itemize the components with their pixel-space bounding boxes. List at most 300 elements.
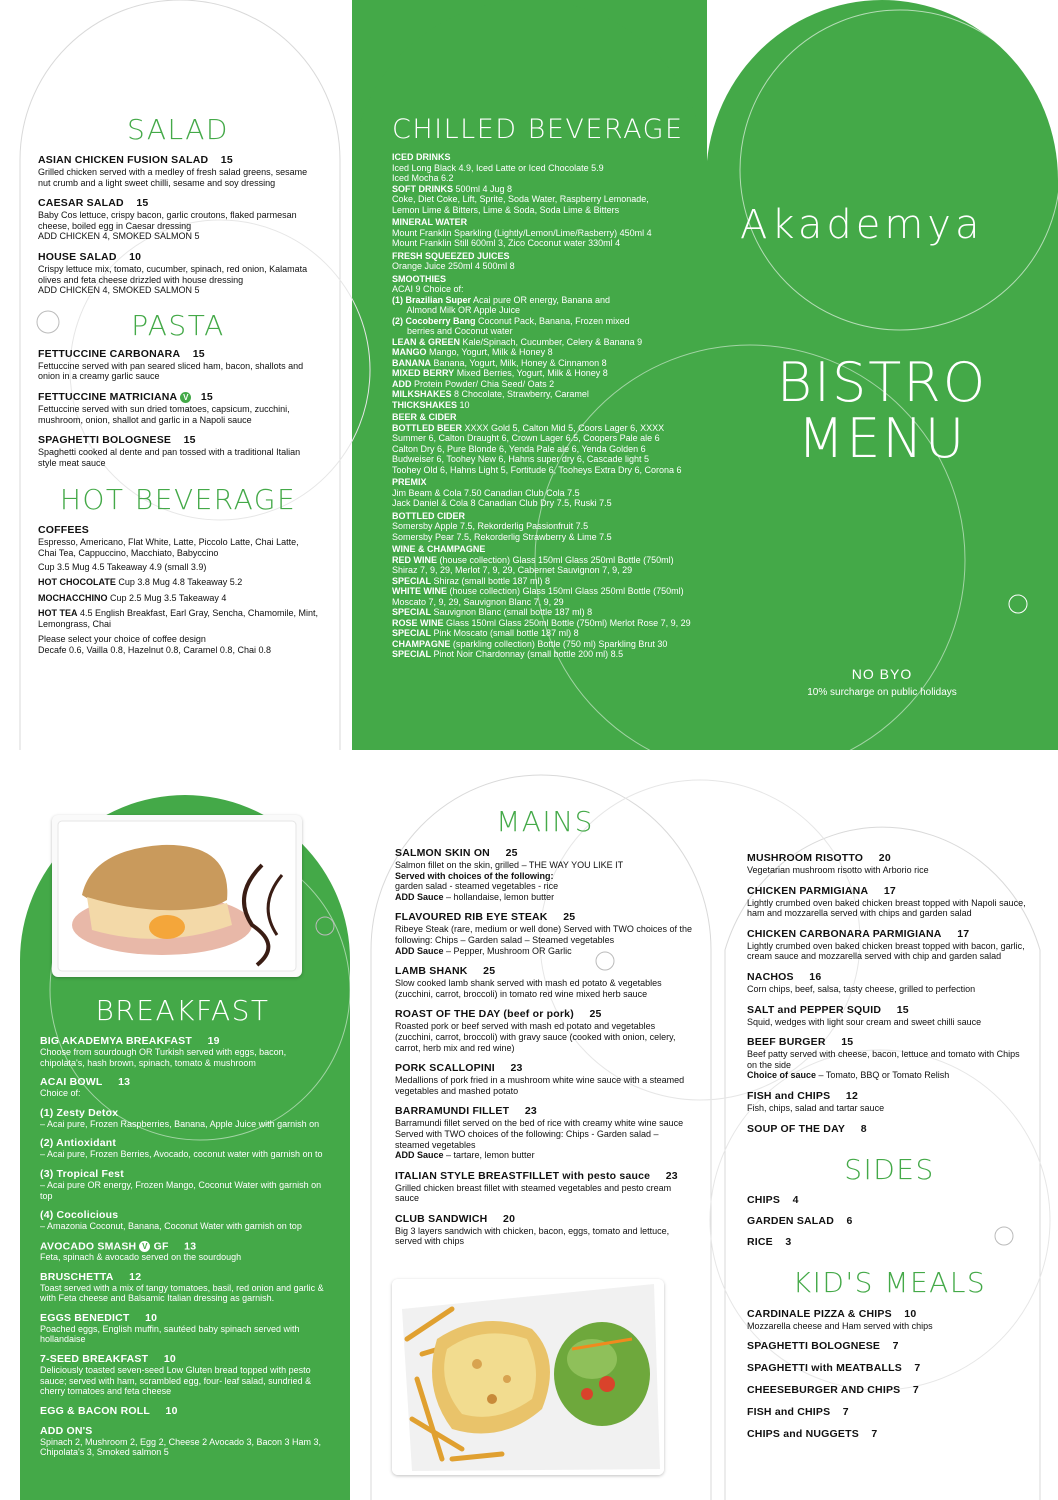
chilled-row xyxy=(392,379,692,390)
item-name: (1) Zesty Detox xyxy=(40,1106,119,1119)
row-text: Toohey Old 6, Hahns Light 5, Fortitude 6, Tooheys Extra Dry 6, Corona 6 xyxy=(392,464,682,475)
item-desc: Grilled chicken served with a medley of fresh salad greens, sesame nut crumb and a light sweet chilli, sesame and soy dressing xyxy=(38,167,308,188)
chilled-row xyxy=(392,607,692,618)
row-label: BANANA xyxy=(392,357,431,368)
item-desc: Slow cooked lamb shank served with mash ed potato & vegetables (zucchini, carrot, broccoli) in tomato red wine mixed herb sauce xyxy=(395,978,662,999)
coffee-extras: Decafe 0.6, Vailla 0.8, Hazelnut 0.8, Caramel 0.8, Chai 0.8 xyxy=(38,645,271,656)
chilled-row xyxy=(392,454,692,465)
item-title xyxy=(747,1090,1032,1103)
chilled-row xyxy=(392,586,692,597)
item-price: 17 xyxy=(957,927,970,940)
design-note: Please select your choice of coffee design xyxy=(38,634,206,645)
row-text: Moscato 7, 9, 29, Sauvignon Blanc 7, 9, 29 xyxy=(392,596,564,607)
row-text: Mount Franklin Sparkling (Lightly/Lemon/Lime/Rasberry) 450ml 4 xyxy=(392,227,652,238)
chilled-row xyxy=(392,316,692,327)
item-title xyxy=(747,1123,1032,1136)
row-label: LEAN & GREEN xyxy=(392,336,461,347)
item-name: CHICKEN CARBONARA PARMIGIANA xyxy=(747,927,942,940)
side-item xyxy=(747,1236,1032,1249)
chilled-row xyxy=(392,565,692,576)
chilled-row xyxy=(392,618,692,629)
item-name: MUSHROOM RISOTTO xyxy=(747,852,864,864)
kids-list xyxy=(747,1308,1032,1442)
row-text: Mango, Yogurt, Milk & Honey 8 xyxy=(426,347,553,357)
bistro-title xyxy=(706,351,1058,470)
chilled-row xyxy=(392,238,692,249)
item-price: 13 xyxy=(184,1240,197,1253)
item-price: 7 xyxy=(892,1340,899,1353)
item-name: SOUP OF THE DAY xyxy=(747,1122,846,1135)
item-name: FISH and CHIPS xyxy=(747,1089,831,1102)
item-name: BEEF BURGER xyxy=(747,1036,826,1049)
item-price: 25 xyxy=(563,911,576,924)
breakfast-item xyxy=(40,1241,325,1263)
chilled-row xyxy=(392,400,692,411)
row-text: Mixed Berries, Yogurt, Milk & Honey 8 xyxy=(454,368,608,378)
item-title xyxy=(40,1406,325,1417)
chilled-row xyxy=(392,337,692,348)
item-title xyxy=(395,1213,695,1226)
item-price: 23 xyxy=(510,1062,523,1075)
item-price: 10 xyxy=(163,1353,176,1365)
item-desc: – Acai pure, Frozen Berries, Avocado, coconut water with garnish on to xyxy=(40,1149,323,1160)
item-desc: Medallions of pork fried in a mushroom white wine sauce with a steamed vegetables and mashed potato xyxy=(395,1075,685,1096)
item-name: CHEESEBURGER AND CHIPS xyxy=(747,1384,901,1397)
chilled-row xyxy=(392,597,692,608)
item-name: ROAST OF THE DAY (beef or pork) xyxy=(395,1008,574,1021)
item-name: GARDEN SALAD xyxy=(747,1214,834,1227)
row-text: Coke, Diet Coke, Lift, Sprite, Soda Water, Raspberry Lemonade, xyxy=(392,194,649,204)
item-name: CHICKEN PARMIGIANA xyxy=(747,884,869,897)
item-desc: Toast served with a mix of tangy tomatoes, basil, red onion and garlic & with Feta cheese and Balsamic Italian dressing as garnish. xyxy=(40,1282,324,1304)
item-title xyxy=(395,1062,695,1075)
main-item xyxy=(747,1036,1032,1081)
sides-list xyxy=(747,1194,1032,1249)
row-text: Banana, Yogurt, Milk, Honey & Cinnamon 8 xyxy=(431,357,607,368)
kids-item xyxy=(747,1406,1032,1419)
row-text: (house collection) Glass 150ml Glass 250ml Bottle (750ml) xyxy=(447,586,684,596)
row-label: FRESH SQUEEZED JUICES xyxy=(392,250,510,261)
kids-item xyxy=(747,1308,1032,1332)
chilled-row xyxy=(392,465,692,476)
row-text: 8 Chocolate, Strawberry, Caramel xyxy=(451,389,589,399)
item-title xyxy=(747,885,1032,898)
row-text: Jim Beam & Cola 7.50 Canadian Club Cola 7.5 xyxy=(392,487,580,498)
cover-panel xyxy=(706,0,1058,750)
item-name: LAMB SHANK xyxy=(395,965,468,978)
item-price: 7 xyxy=(842,1406,849,1419)
item-price: 23 xyxy=(524,1105,537,1118)
item-price: 7 xyxy=(871,1428,878,1441)
chilled-row xyxy=(392,639,692,650)
item-price: 10 xyxy=(904,1307,917,1320)
no-byo: NO BYO xyxy=(851,666,913,682)
row-text: Mount Franklin Still 600ml 3, Zico Coconut water 330ml 4 xyxy=(392,238,621,248)
item-name: SALT and PEPPER SQUID xyxy=(747,1003,882,1016)
item-sauce xyxy=(395,946,695,957)
item-tag: GF xyxy=(153,1240,169,1253)
row-text: (house collection) Glass 150ml Glass 250ml Bottle (750ml) xyxy=(437,554,674,565)
mains-heading: MAINS xyxy=(496,805,594,838)
item-name: CAESAR SALAD xyxy=(38,197,124,210)
salad-item xyxy=(38,154,318,188)
breakfast-heading: BREAKFAST xyxy=(95,994,270,1027)
item-price: 15 xyxy=(220,154,233,166)
item-desc: Ribeye Steak (rare, medium or well done) Served with TWO choices of the following: Chips – Garden salad – Steamed vegetables xyxy=(395,924,692,945)
sauce-label: ADD Sauce xyxy=(395,891,444,902)
row-text: Sauvignon Blanc (small bottle 187 ml) 8 xyxy=(431,607,593,617)
item-desc: Roasted pork or beef served with mash ed potato and vegetables (zucchini, carrot, broccoli) with gravy sauce (cooked with onion, celery, carrot, herb mix and red wine) xyxy=(395,1021,676,1053)
item-price: 15 xyxy=(136,197,149,210)
item-name: ACAI BOWL xyxy=(40,1076,103,1089)
row-label: PREMIX xyxy=(392,477,427,487)
item-title xyxy=(747,1036,1032,1049)
chilled-row xyxy=(392,488,692,499)
chilled-row xyxy=(392,423,692,434)
item-sauce xyxy=(747,1070,1032,1081)
row-text: 10 xyxy=(457,399,470,410)
breakfast-item xyxy=(40,1138,325,1160)
item-price: 6 xyxy=(846,1214,853,1227)
item-title xyxy=(747,928,1032,941)
item-price: 15 xyxy=(192,347,205,360)
mains-item xyxy=(395,1170,695,1204)
mains-item xyxy=(395,1105,695,1160)
chilled-row xyxy=(392,194,692,205)
coffees-price: Cup 3.5 Mug 4.5 Takeaway 4.9 (small 3.9) xyxy=(38,561,207,572)
chilled-row xyxy=(392,305,692,316)
item-title xyxy=(747,1308,1032,1321)
item-title xyxy=(40,1210,325,1221)
main-item xyxy=(747,885,1032,919)
row-label: ROSE WINE xyxy=(392,617,444,628)
item-name: ITALIAN STYLE BREASTFILLET with pesto sauce xyxy=(395,1169,651,1182)
sauce-label: ADD Sauce xyxy=(395,945,444,956)
row-text: Lemon Lime & Bitters, Lime & Soda, Soda Lime & Bitters xyxy=(392,204,620,215)
mains-item xyxy=(395,1213,695,1247)
item-title xyxy=(747,1004,1032,1017)
breakfast-item xyxy=(40,1406,325,1417)
row-text: Pinot Noir Chardonnay (small bottle 200 ml) 8.5 xyxy=(431,649,624,659)
item-name: CLUB SANDWICH xyxy=(395,1212,488,1225)
row-text: Budweiser 6, Toohey New 6, Hahns super dry 6, Cascade light 5 xyxy=(392,454,649,464)
sauce-label: ADD Sauce xyxy=(395,1150,444,1161)
item-name: CARDINALE PIZZA & CHIPS xyxy=(747,1307,892,1320)
chilled-row xyxy=(392,412,692,423)
item-title xyxy=(40,1313,325,1324)
sauce-text: – hollandaise, lemon butter xyxy=(443,891,555,902)
item-name: ASIAN CHICKEN FUSION SALAD xyxy=(38,154,209,166)
chilled-row xyxy=(392,628,692,639)
chilled-row xyxy=(392,184,692,195)
item-title xyxy=(395,1008,695,1021)
item-name: PORK SCALLOPINI xyxy=(395,1062,495,1075)
row-label: WINE & CHAMPAGNE xyxy=(392,544,486,554)
item-price: 8 xyxy=(860,1122,867,1135)
row-label: BEER & CIDER xyxy=(392,412,457,422)
item-title xyxy=(747,1362,1032,1375)
item-desc: Deliciously toasted seven-seed Low Gluten bread topped with pesto sauce; served with ham, scrambled egg, four- leaf salad, sundried & cherry tomatoes and feta cheese xyxy=(40,1365,312,1397)
main-item xyxy=(747,852,1032,876)
item-title xyxy=(40,1036,325,1047)
chilled-row xyxy=(392,251,692,262)
breakfast-photo xyxy=(52,815,302,977)
row-text: ACAI 9 Choice of: xyxy=(392,284,464,294)
hot-chocolate xyxy=(38,577,318,588)
chilled-row xyxy=(392,511,692,522)
item-desc: Squid, wedges with light sour cream and sweet chilli sauce xyxy=(747,1016,982,1027)
chilled-row xyxy=(392,261,692,272)
item-price: 3 xyxy=(785,1235,792,1248)
menu-page-inside xyxy=(0,750,1058,1500)
title-line: MENU xyxy=(797,407,967,470)
main-item xyxy=(747,1090,1032,1114)
pasta-item xyxy=(38,348,318,382)
row-text: (sparkling collection) Bottle (750 ml) Sparkling Brut 30 xyxy=(450,638,668,649)
salad-item xyxy=(38,251,318,296)
salad-heading: SALAD xyxy=(127,113,229,146)
chilled-row xyxy=(392,274,692,285)
item-desc: Choose from sourdough OR Turkish served with eggs, bacon, chipolata's, hash brown, spinach, tomato & mushroom xyxy=(40,1047,287,1068)
row-text: Iced Mocha 6.2 xyxy=(392,173,454,183)
item-desc: Grilled chicken breast fillet with steamed vegetables and pesto cream sauce xyxy=(395,1182,672,1204)
item-desc: Barramundi fillet served on the bed of rice with creamy white wine sauce Served with TWO choices of the following: Chips - Garden salad – steamed vegetables xyxy=(395,1118,684,1150)
item-price: 15 xyxy=(841,1036,854,1049)
row-label: RED WINE xyxy=(392,554,437,565)
main-item xyxy=(747,928,1032,962)
item-desc: Lightly crumbed oven baked chicken breast topped with bacon, garlic, cream sauce and mozzarella served with chip and garden salad xyxy=(747,940,1025,962)
sauce-label: Choice of sauce xyxy=(747,1070,817,1081)
row-text: XXXX Gold 5, Calton Mid 5, Coors Lager 6, XXXX xyxy=(462,422,665,433)
item-name: FETTUCCINE MATRICIANA xyxy=(38,390,178,403)
breakfast-item xyxy=(40,1169,325,1201)
item-desc: – Acai pure, Frozen Raspberries, Banana, Apple Juice with garnish on xyxy=(40,1118,320,1129)
chilled-row xyxy=(392,295,692,306)
kids-item xyxy=(747,1384,1032,1397)
item-name: RICE xyxy=(747,1235,773,1248)
mains-column xyxy=(395,806,695,1247)
breakfast-item xyxy=(40,1313,325,1345)
chilled-row xyxy=(392,498,692,509)
sauce-text: – Tomato, BBQ or Tomato Relish xyxy=(816,1070,950,1081)
item-title xyxy=(40,1426,325,1437)
chilled-row xyxy=(392,544,692,555)
brand-name: Akademya xyxy=(740,202,984,248)
mochacchino xyxy=(38,593,318,604)
kids-item xyxy=(747,1340,1032,1353)
item-title xyxy=(40,1108,325,1119)
item-price: 17 xyxy=(883,884,896,897)
chilled-row xyxy=(392,444,692,455)
item-name: AVOCADO SMASH xyxy=(40,1240,137,1253)
row-text: Protein Powder/ Chia Seed/ Oats 2 xyxy=(411,378,555,389)
salad-item xyxy=(38,197,318,242)
item-title xyxy=(395,847,695,860)
row-label: SPECIAL xyxy=(392,607,432,617)
breakfast-list xyxy=(40,1036,325,1458)
row-label: THICKSHAKES xyxy=(392,399,458,410)
row-text: berries and Coconut water xyxy=(392,326,513,336)
chilled-row xyxy=(392,347,692,358)
item-desc: Spinach 2, Mushroom 2, Egg 2, Cheese 2 Avocado 3, Bacon 3 Ham 3, Chipolata's 3, Smoked salmon 5 xyxy=(40,1436,322,1458)
mains-item xyxy=(395,911,695,956)
item-title xyxy=(747,1428,1032,1441)
row-label: CHAMPAGNE xyxy=(392,638,451,649)
item-title xyxy=(747,1340,1032,1353)
main-item xyxy=(747,1123,1032,1136)
item-desc: Vegetarian mushroom risotto with Arborio rice xyxy=(747,865,929,875)
item-price: Cup 3.8 Mug 4.8 Takeaway 5.2 xyxy=(118,577,243,588)
item-name: HOT TEA xyxy=(38,608,78,619)
item-name: HOT CHOCOLATE xyxy=(38,577,116,588)
chilled-row xyxy=(392,532,692,543)
item-name: CHIPS and NUGGETS xyxy=(747,1428,859,1441)
chilled-heading: CHILLED BEVERAGE xyxy=(392,114,684,145)
surcharge-note: 10% surcharge on public holidays xyxy=(807,687,957,698)
hot-beverage-heading: HOT BEVERAGE xyxy=(59,483,297,517)
item-desc: Baby Cos lettuce, crispy bacon, garlic croutons, flaked parmesan cheese, boiled egg in Caesar dressing xyxy=(38,210,297,231)
row-text: Somersby Pear 7.5, Rekorderlig Strawberry & Lime 7.5 xyxy=(392,531,612,542)
hot-tea xyxy=(38,608,318,629)
chilled-row xyxy=(392,576,692,587)
item-name: SPAGHETTI BOLOGNESE xyxy=(747,1340,881,1353)
item-desc: garden salad - steamed vegetables - rice xyxy=(395,881,559,892)
item-title xyxy=(40,1169,325,1180)
chilled-list xyxy=(392,152,692,660)
item-price: 12 xyxy=(129,1270,142,1283)
item-name: MOCHACCHINO xyxy=(38,592,108,603)
breakfast-column xyxy=(40,995,325,1458)
right-list xyxy=(747,852,1032,1136)
row-label: SPECIAL xyxy=(392,628,432,638)
item-desc: Fettuccine served with sun dried tomatoes, capsicum, zucchini, mushroom, onion, shallot and garlic in a Napoli sauce xyxy=(38,403,290,425)
sides-heading: SIDES xyxy=(844,1152,935,1186)
row-label: MANGO xyxy=(392,347,427,357)
row-label: BOTTLED BEER xyxy=(392,422,463,433)
chilled-row xyxy=(392,389,692,400)
chilled-row xyxy=(392,217,692,228)
item-price: 23 xyxy=(665,1169,678,1182)
sandwich-image xyxy=(52,815,302,977)
item-price: 12 xyxy=(845,1089,858,1102)
row-text: Calton Dry 6, Pure Blonde 6, Yenda Pale ale 6, Yenda Golden 6 xyxy=(392,443,646,454)
chilled-row xyxy=(392,284,692,295)
item-name: EGGS BENEDICT xyxy=(40,1311,130,1324)
row-text: Acai pure OR energy, Banana and xyxy=(471,294,610,305)
chilled-row xyxy=(392,358,692,369)
row-label: MINERAL WATER xyxy=(392,217,468,227)
item-name: FETTUCCINE CARBONARA xyxy=(38,347,181,360)
chilled-row xyxy=(392,649,692,660)
item-title xyxy=(40,1272,325,1283)
row-label: (2) Cocoberry Bang xyxy=(392,315,476,326)
item-title xyxy=(40,1241,325,1252)
item-desc: Fish, chips, salad and tartar sauce xyxy=(747,1102,885,1113)
row-text: Summer 6, Calton Draught 6, Crown Lager 6.5, Coopers Pale ale 6 xyxy=(392,433,660,443)
item-price: Cup 2.5 Mug 3.5 Takeaway 4 xyxy=(110,592,227,603)
item-title xyxy=(747,852,1032,865)
mains-item xyxy=(395,965,695,999)
item-name: ADD ON'S xyxy=(40,1424,93,1437)
item-name: HOUSE SALAD xyxy=(38,250,117,263)
item-title xyxy=(395,1170,695,1183)
item-price: 19 xyxy=(207,1035,220,1047)
side-item xyxy=(747,1194,1032,1207)
breakfast-item xyxy=(40,1426,325,1458)
row-text: Kale/Spinach, Cucumber, Celery & Banana 9 xyxy=(460,336,643,347)
item-title xyxy=(747,1406,1032,1419)
item-desc: Crispy lettuce mix, tomato, cucumber, spinach, red onion, Kalamata olives and feta cheese drizzled with house dressing xyxy=(38,263,308,285)
item-price: 16 xyxy=(809,970,822,983)
coffees xyxy=(38,524,318,572)
item-price: 10 xyxy=(129,250,142,263)
item-desc: – Amazonia Coconut, Banana, Coconut Water with garnish on top xyxy=(40,1221,302,1232)
pasta-heading: PASTA xyxy=(131,308,225,342)
item-desc: 4.5 English Breakfast, Earl Gray, Sencha, Chamomile, Mint, Lemongrass, Chai xyxy=(38,608,318,629)
item-name: BRUSCHETTA xyxy=(40,1270,114,1283)
pasta-item xyxy=(38,391,318,425)
row-text: Iced Long Black 4.9, Iced Latte or Iced Chocolate 5.9 xyxy=(392,162,604,173)
item-desc: Choice of: xyxy=(40,1088,81,1099)
breakfast-item xyxy=(40,1077,325,1099)
item-desc: Beef patty served with cheese, bacon, lettuce and tomato with Chips on the side xyxy=(747,1049,1020,1070)
item-name: BARRAMUNDI FILLET xyxy=(395,1105,510,1118)
vegetarian-icon: V xyxy=(139,1241,150,1252)
item-title xyxy=(747,971,1032,984)
item-price: 25 xyxy=(483,965,496,978)
item-sauce xyxy=(395,892,695,903)
item-title xyxy=(395,1105,695,1118)
item-title xyxy=(395,911,695,924)
mains-item xyxy=(395,1008,695,1053)
row-text: Shiraz (small bottle 187 ml) 8 xyxy=(431,575,551,586)
item-name: (4) Cocolicious xyxy=(40,1209,119,1222)
chilled-row xyxy=(392,368,692,379)
coffees-desc: Espresso, Americano, Flat White, Latte, Piccolo Latte, Chai Latte, Chai Tea, Cappuccino, Macchiato, Babyccino xyxy=(38,537,299,558)
row-label: (1) Brazilian Super xyxy=(392,294,472,305)
item-price: 4 xyxy=(792,1193,799,1206)
parmigiana-image xyxy=(392,1279,664,1475)
item-note: Served with choices of the following: xyxy=(395,870,554,881)
item-desc: Big 3 layers sandwich with chicken, bacon, eggs, tomato and lettuce, served with chips xyxy=(395,1225,670,1247)
row-text: Somersby Apple 7.5, Rekorderlig Passionfruit 7.5 xyxy=(392,521,589,531)
item-name: 7-SEED BREAKFAST xyxy=(40,1353,149,1365)
row-label: ICED DRINKS xyxy=(392,152,451,162)
row-label: SMOOTHIES xyxy=(392,273,447,284)
item-desc: Fettuccine served with pan seared sliced ham, bacon, shallots and onion in a creamy garlic sauce xyxy=(38,360,304,382)
item-desc: Feta, spinach & avocado served on the sourdough xyxy=(40,1252,242,1263)
row-label: SPECIAL xyxy=(392,575,432,586)
item-name: (3) Tropical Fest xyxy=(40,1167,124,1180)
item-desc: Salmon fillet on the skin, grilled – THE WAY YOU LIKE IT xyxy=(395,860,624,870)
item-price: 15 xyxy=(183,434,196,447)
sauce-text: – tartare, lemon butter xyxy=(443,1150,535,1161)
item-price: 7 xyxy=(914,1362,921,1375)
chilled-row xyxy=(392,173,692,184)
row-text: Shiraz 7, 9, 29, Merlot 7, 9, 29, Cabernet Sauvignon 7, 9, 29 xyxy=(392,565,633,575)
item-extra: ADD CHICKEN 4, SMOKED SALMON 5 xyxy=(38,285,200,296)
sauce-text: – Pepper, Mushroom OR Garlic xyxy=(443,945,572,956)
pasta-item xyxy=(38,434,318,468)
breakfast-item xyxy=(40,1272,325,1304)
item-desc: – Acai pure OR energy, Frozen Mango, Coconut Water with garnish on top xyxy=(40,1179,322,1201)
parmigiana-photo xyxy=(392,1279,664,1475)
breakfast-item xyxy=(40,1036,325,1068)
mains-item xyxy=(395,847,695,902)
breakfast-item xyxy=(40,1108,325,1130)
item-title xyxy=(40,1077,325,1088)
chilled-row xyxy=(392,163,692,174)
